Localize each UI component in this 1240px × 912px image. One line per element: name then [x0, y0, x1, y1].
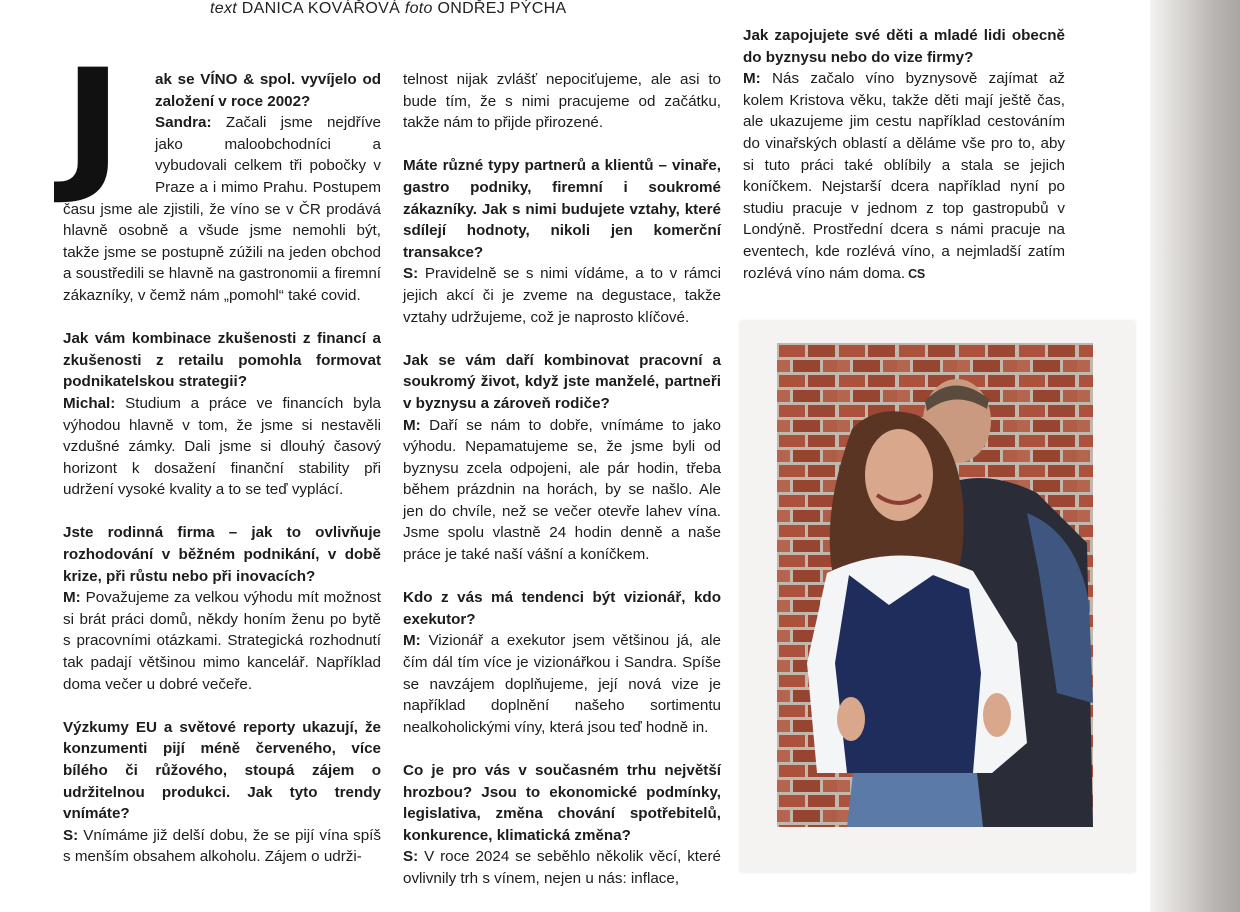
- article-credit: [210, 0, 566, 18]
- qa-block: [403, 69, 721, 134]
- answer: V roce 2024 se seběhlo několik věcí, které ovlivnily trh s vínem, nejen u nás: inflace,: [403, 848, 721, 887]
- drop-cap: J: [63, 38, 123, 208]
- answer: Pravidelně se s nimi vídáme, a to v rámci jejich akcí či je zveme na degustace, takže vztahy udržujeme, což je naprosto klíčové.: [403, 265, 721, 326]
- speaker-label: S:: [403, 848, 425, 866]
- qa-block: [63, 717, 381, 868]
- answer: Nás začalo víno byznysově zajímat až kolem Kristova věku, takže děti mají ještě čas, ale ukazujeme jim cestu například cestováním do vinařských oblastí a děláme vše pro to, aby si tuto práci také oblíbily a stala se jejich koníčkem. Nejstarší dcera například nyní po studiu pracuje v jednom z top gastropubů v Londýně. Prostřední dcera s námi pracuje na eventech, kde rozlévá víno, a nejmladší zatím rozlévá víno nám doma.: [743, 70, 1065, 282]
- credit-author: DANICA KOVÁŘOVÁ: [241, 0, 401, 17]
- question: Co je pro vás v současném trhu největší hrozbou? Jsou to ekonomické podmínky, legislativa, změna chování spotřebitelů, konkurence, klimatická změna?: [403, 762, 721, 844]
- qa-block: [63, 522, 381, 695]
- credit-photographer: ONDŘEJ PÝCHA: [437, 0, 567, 17]
- article-column-2: [403, 69, 721, 911]
- speaker-label: M:: [403, 416, 430, 434]
- answer: Studium a práce ve financích byla výhodou hlavně v tom, že jsme si nestavěli vzdušné zámky. Dali jsme si dlouhý časový horizont k dosažení finanční stability při udržení vysoké kvality a to se teď vyplácí.: [63, 394, 381, 499]
- question: Máte různé typy partnerů a klientů – vinaře, gastro podniky, firemní i soukromé zákazníky. Jak s nimi budujete vztahy, které sdílejí hodnoty, nikoli jen komerční transakce?: [403, 157, 721, 261]
- question: ak se VÍNO & spol. vyvíjelo od založení v roce 2002?: [155, 71, 381, 110]
- qa-block: [403, 760, 721, 890]
- speaker-label: M:: [63, 589, 86, 607]
- answer: Vizionář a exekutor jsem většinou já, ale čím dál tím více je vizionářkou i Sandra. Spíše se navzájem doplňujeme, její nová vize je například doplnění našeho sortimentu nealkoholickými víny, která jsou teď hodně in.: [403, 632, 721, 736]
- article-column-3: [743, 25, 1065, 307]
- credit-text-label: text: [210, 0, 237, 17]
- answer: Daří se nám to dobře, vnímáme to jako výhodu. Nepamatujeme se, že jsme byli od byznysu zcela odpojeni, ale pár hodin, třeba během prázdnin na horách, by se našlo. Ale jen do chvíle, než se večer otevře lahev vína. Jsme spolu vlastně 24 hodin denně a naše práce je také naší vášní a koníčkem.: [403, 416, 721, 564]
- speaker-label: S:: [403, 265, 425, 283]
- answer: Vnímáme již delší dobu, že se pijí vína spíš s menším obsahem alkoholu. Zájem o udrži-: [63, 826, 381, 866]
- answer: Začali jsme nejdříve jako maloobchodníci a vybudovali celkem tři pobočky v Praze a i mimo Prahu. Postupem času jsme ale zjistili, že víno se v ČR prodává hlavně osobně a všude jsme nemohli být, takže jsme se postupně zúžili na jeden obchod a soustředili se hlavně na gastronomii a firemní zákazníky, v čemž nám „pomohl“ také covid.: [63, 114, 381, 304]
- page-edge-shadow: [1150, 0, 1240, 912]
- speaker-label: M:: [743, 70, 773, 88]
- qa-block: [403, 587, 721, 738]
- answer: Považujeme za velkou výhodu mít možnost si brát práci domů, někdy honím ženu po bytě s pracovními otázkami. Strategická rozhodnutí tak padají většinou mimo kancelář. Například doma večer u dobré večeře.: [63, 589, 381, 693]
- question: Jak zapojujete své děti a mladé lidi obecně do byznysu nebo do vize firmy?: [743, 27, 1065, 66]
- qa-block: [403, 155, 721, 328]
- question: Výzkumy EU a světové reporty ukazují, že konzumenti pijí méně červeného, více bílého či růžového, stoupá zájem o udržitelnou produkci. Jak tyto trendy vnímáte?: [63, 718, 381, 823]
- qa-block: [743, 25, 1065, 285]
- speaker-label: M:: [403, 632, 429, 650]
- question: Jste rodinná firma – jak to ovlivňuje rozhodování v běžném podnikání, v době krize, při růstu nebo při inovacích?: [63, 524, 381, 585]
- speaker-label: Michal:: [63, 394, 126, 412]
- photo-frame: [740, 321, 1135, 872]
- question: Jak se vám daří kombinovat pracovní a soukromý život, když jste manželé, partneři v byznysu a zároveň rodiče?: [403, 351, 721, 412]
- speaker-label: Sandra:: [155, 114, 226, 132]
- question: Jak vám kombinace zkušenosti z financí a zkušenosti z retailu pomohla formovat podnikatelskou strategii?: [63, 330, 381, 391]
- qa-block: [403, 350, 721, 566]
- end-mark: CS: [908, 266, 925, 281]
- question: Kdo z vás má tendenci být vizionář, kdo exekutor?: [403, 589, 721, 628]
- qa-block: [63, 38, 381, 307]
- answer-continuation: telnost nijak zvlášť nepociťujeme, ale asi to bude tím, že s nimi pracujeme od začátku, takže nám to přijde přirozené.: [403, 71, 721, 132]
- speaker-label: S:: [63, 826, 84, 844]
- credit-photo-label: foto: [404, 0, 433, 17]
- couple-photo: [777, 343, 1093, 827]
- qa-block: [63, 328, 381, 501]
- couple-photo-illustration: [777, 343, 1093, 827]
- article-column-1: [63, 38, 381, 890]
